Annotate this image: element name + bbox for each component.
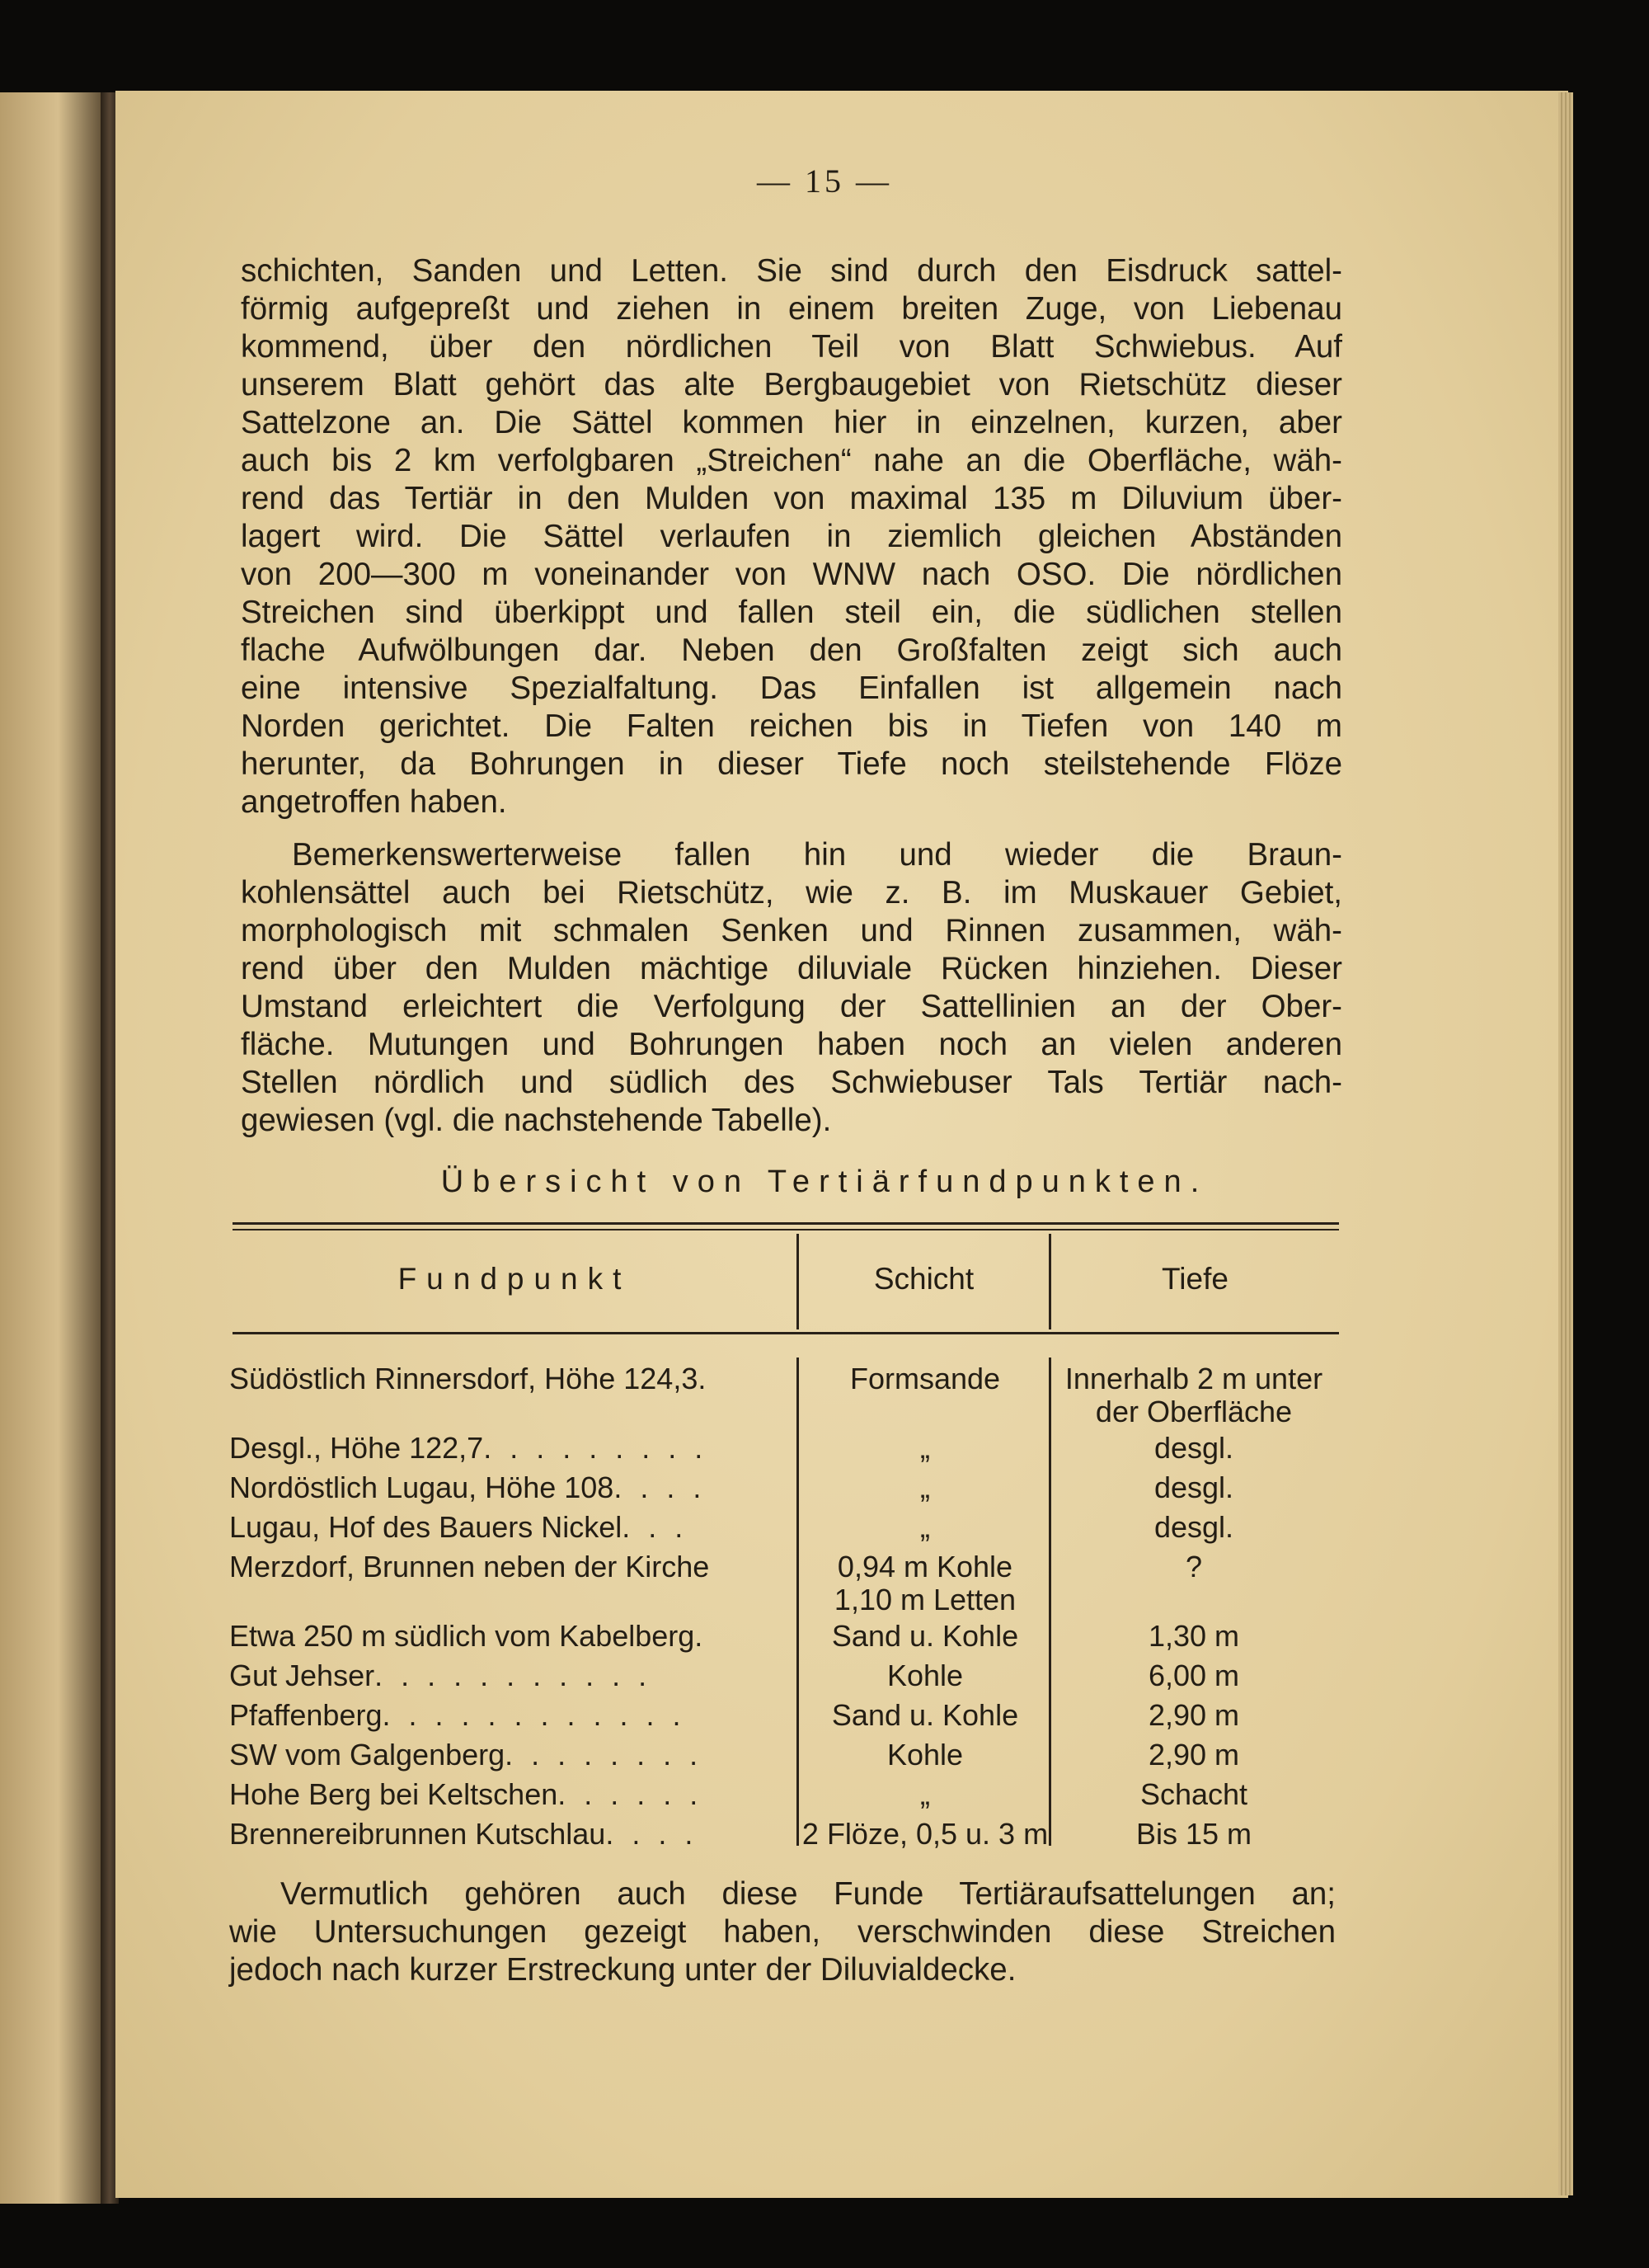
- cell-fundpunkt: [229, 1471, 787, 1504]
- column-header-tiefe: Tiefe: [1162, 1262, 1229, 1296]
- schicht-text: 0,94 m Kohle: [837, 1550, 1013, 1583]
- cell-tiefe: [1054, 1620, 1334, 1653]
- text-line: Norden gerichtet. Die Falten reichen bis in Tiefen von 140 m: [241, 708, 1342, 744]
- leader-dots: . . . . . .: [557, 1778, 703, 1811]
- fundpunkt-text: Nordöstlich Lugau, Höhe 108: [229, 1471, 614, 1504]
- cell-tiefe: [1054, 1739, 1334, 1772]
- cell-tiefe: [1054, 1550, 1334, 1583]
- text-line: eine intensive Spezialfaltung. Das Einfallen ist allgemein nach: [241, 671, 1342, 706]
- schicht-text: Kohle: [886, 1659, 964, 1692]
- cell-fundpunkt: [229, 1362, 787, 1395]
- cell-fundpunkt: [229, 1699, 787, 1732]
- cell-tiefe: [1054, 1699, 1334, 1732]
- tiefe-text: Bis 15 m: [1135, 1817, 1252, 1851]
- cell-schicht: [801, 1362, 1049, 1395]
- body-divider-1: [796, 1358, 799, 1846]
- fundpunkt-text: Gut Jehser: [229, 1659, 375, 1692]
- text-line: rend über den Mulden mächtige diluviale Rücken hinziehen. Dieser: [241, 951, 1342, 986]
- cell-schicht: [801, 1699, 1049, 1732]
- fundpunkt-text: Etwa 250 m südlich vom Kabelberg: [229, 1620, 695, 1653]
- tiefe-text: 6,00 m: [1148, 1659, 1240, 1692]
- cell-fundpunkt: [229, 1739, 787, 1772]
- schicht-text: „: [920, 1470, 930, 1504]
- tiefe-text: 1,30 m: [1148, 1619, 1240, 1653]
- leader-dots: . . . .: [605, 1818, 698, 1851]
- tiefe-text: desgl.: [1153, 1470, 1234, 1504]
- cell-schicht: [801, 1550, 1049, 1616]
- body-divider-2: [1049, 1358, 1051, 1846]
- cell-schicht: [801, 1778, 1049, 1811]
- table-title: Übersicht von Tertiärfundpunkten.: [440, 1165, 1209, 1199]
- cell-schicht: [801, 1432, 1049, 1465]
- cell-fundpunkt: [229, 1550, 787, 1583]
- text-line: wie Untersuchungen gezeigt haben, verschwinden diese Streichen: [229, 1914, 1336, 1950]
- cell-fundpunkt: [229, 1818, 787, 1851]
- column-header-fundpunkt: Fundpunkt: [397, 1262, 632, 1296]
- cell-schicht: [801, 1620, 1049, 1653]
- text-line: Umstand erleichtert die Verfolgung der Sattellinien an der Ober-: [241, 989, 1342, 1024]
- text-line: Stellen nördlich und südlich des Schwiebuser Tals Tertiär nach-: [241, 1065, 1342, 1100]
- left-page-edge: [0, 92, 106, 2204]
- column-header-schicht: Schicht: [873, 1262, 975, 1296]
- leader-dots: . . . . . . . .: [505, 1739, 703, 1772]
- cell-tiefe: [1054, 1818, 1334, 1851]
- fundpunkt-text: Brennereibrunnen Kutschlau: [229, 1818, 606, 1851]
- cell-schicht: [801, 1739, 1049, 1772]
- tiefe-text: desgl.: [1153, 1431, 1234, 1465]
- fundpunkt-text: Merzdorf, Brunnen neben der Kirche: [229, 1550, 710, 1583]
- cell-schicht: [801, 1818, 1049, 1851]
- cell-fundpunkt: [229, 1659, 787, 1692]
- leader-dots: . . .: [622, 1511, 688, 1544]
- text-line: unserem Blatt gehört das alte Bergbaugebiet von Rietschütz dieser: [241, 367, 1342, 402]
- schicht-text: Sand u. Kohle: [831, 1698, 1019, 1732]
- leader-dots: . . . . . . . . . . .: [374, 1659, 652, 1692]
- cell-tiefe: [1054, 1511, 1334, 1544]
- leader-dots: . . . . . . . . .: [483, 1432, 708, 1465]
- text-line: morphologisch mit schmalen Senken und Rinnen zusammen, wäh-: [241, 913, 1342, 948]
- paragraph-2: [241, 836, 1342, 1140]
- text-line: gewiesen (vgl. die nachstehende Tabelle).: [241, 1103, 832, 1138]
- leader-dots: . . . . . . . . . . . .: [382, 1699, 686, 1732]
- text-line: flache Aufwölbungen dar. Neben den Großfalten zeigt sich auch: [241, 633, 1342, 668]
- tiefe-text: 2,90 m: [1148, 1698, 1240, 1732]
- cell-fundpunkt: [229, 1620, 787, 1653]
- tiefe-text: Innerhalb 2 m unter: [1064, 1362, 1323, 1395]
- fundpunkt-text: Hohe Berg bei Keltschen: [229, 1778, 558, 1811]
- text-line: auch bis 2 km verfolgbaren „Streichen“ nahe an die Oberfläche, wäh-: [241, 443, 1342, 478]
- tiefe-text: Schacht: [1139, 1777, 1248, 1811]
- table-header-rule: [233, 1332, 1339, 1334]
- text-line: Bemerkenswerterweise fallen hin und wieder die Braun-: [292, 837, 1342, 873]
- table-top-rule: [233, 1222, 1339, 1225]
- text-line: Streichen sind überkippt und fallen steil ein, die südlichen stellen: [241, 595, 1342, 630]
- leader-dots: . . . .: [613, 1471, 707, 1504]
- cell-fundpunkt: [229, 1432, 787, 1465]
- fundpunkt-text: Lugau, Hof des Bauers Nickel: [229, 1511, 622, 1544]
- cell-tiefe: [1054, 1432, 1334, 1465]
- tiefe-text: ?: [1185, 1550, 1203, 1583]
- text-line: jedoch nach kurzer Erstreckung unter der Diluvialdecke.: [229, 1952, 1017, 1988]
- cell-fundpunkt: [229, 1778, 787, 1811]
- schicht-text: 2 Flöze, 0,5 u. 3 m: [801, 1817, 1049, 1851]
- schicht-text-line-2: 1,10 m Letten: [834, 1583, 1017, 1616]
- schicht-text: Formsande: [849, 1362, 1001, 1395]
- text-line: lagert wird. Die Sättel verlaufen in ziemlich gleichen Abständen: [241, 519, 1342, 554]
- text-line: kommend, über den nördlichen Teil von Blatt Schwiebus. Auf: [241, 329, 1342, 365]
- cell-fundpunkt: [229, 1511, 787, 1544]
- cell-tiefe: [1054, 1659, 1334, 1692]
- text-line: angetroffen haben.: [241, 784, 507, 820]
- fundpunkt-text: SW vom Galgenberg: [229, 1739, 505, 1772]
- leader-dots: .: [694, 1620, 708, 1653]
- cell-tiefe: [1054, 1471, 1334, 1504]
- cell-schicht: [801, 1471, 1049, 1504]
- schicht-text: „: [920, 1431, 930, 1465]
- text-line: fläche. Mutungen und Bohrungen haben noch an vielen anderen: [241, 1027, 1342, 1062]
- text-line: förmig aufgepreßt und ziehen in einem breiten Zuge, von Liebenau: [241, 291, 1342, 327]
- page-number: — 15 —: [757, 162, 892, 200]
- tiefe-text: desgl.: [1153, 1510, 1234, 1544]
- fundpunkt-text: Pfaffenberg: [229, 1699, 383, 1732]
- schicht-text: „: [920, 1777, 930, 1811]
- cell-tiefe: [1054, 1778, 1334, 1811]
- page-stack-edge: [1558, 92, 1573, 2195]
- text-line: rend das Tertiär in den Mulden von maximal 135 m Diluvium über-: [241, 481, 1342, 516]
- text-line: Sattelzone an. Die Sättel kommen hier in einzelnen, kurzen, aber: [241, 405, 1342, 440]
- table-top-rule-inner: [233, 1229, 1339, 1230]
- text-line: kohlensättel auch bei Rietschütz, wie z. B. im Muskauer Gebiet,: [241, 875, 1342, 910]
- cell-tiefe: [1054, 1362, 1334, 1428]
- fundpunkt-text: Südöstlich Rinnersdorf, Höhe 124,3: [229, 1362, 698, 1395]
- leader-dots: .: [698, 1362, 712, 1395]
- text-line: von 200—300 m voneinander von WNW nach OSO. Die nördlichen: [241, 557, 1342, 592]
- paragraph-1: [241, 252, 1342, 821]
- text-line: herunter, da Bohrungen in dieser Tiefe noch steilstehende Flöze: [241, 746, 1342, 782]
- schicht-text: Kohle: [886, 1738, 964, 1772]
- schicht-text: Sand u. Kohle: [831, 1619, 1019, 1653]
- schicht-text: „: [920, 1510, 930, 1544]
- text-line: Vermutlich gehören auch diese Funde Tertiäraufsattelungen an;: [280, 1876, 1336, 1912]
- fundpunkt-text: Desgl., Höhe 122,7: [229, 1432, 484, 1465]
- cell-schicht: [801, 1511, 1049, 1544]
- tiefe-text: 2,90 m: [1148, 1738, 1240, 1772]
- paragraph-3: [229, 1875, 1336, 1989]
- tiefe-text-line-2: der Oberfläche: [1095, 1395, 1293, 1428]
- cell-schicht: [801, 1659, 1049, 1692]
- text-line: schichten, Sanden und Letten. Sie sind durch den Eisdruck sattel-: [241, 253, 1342, 289]
